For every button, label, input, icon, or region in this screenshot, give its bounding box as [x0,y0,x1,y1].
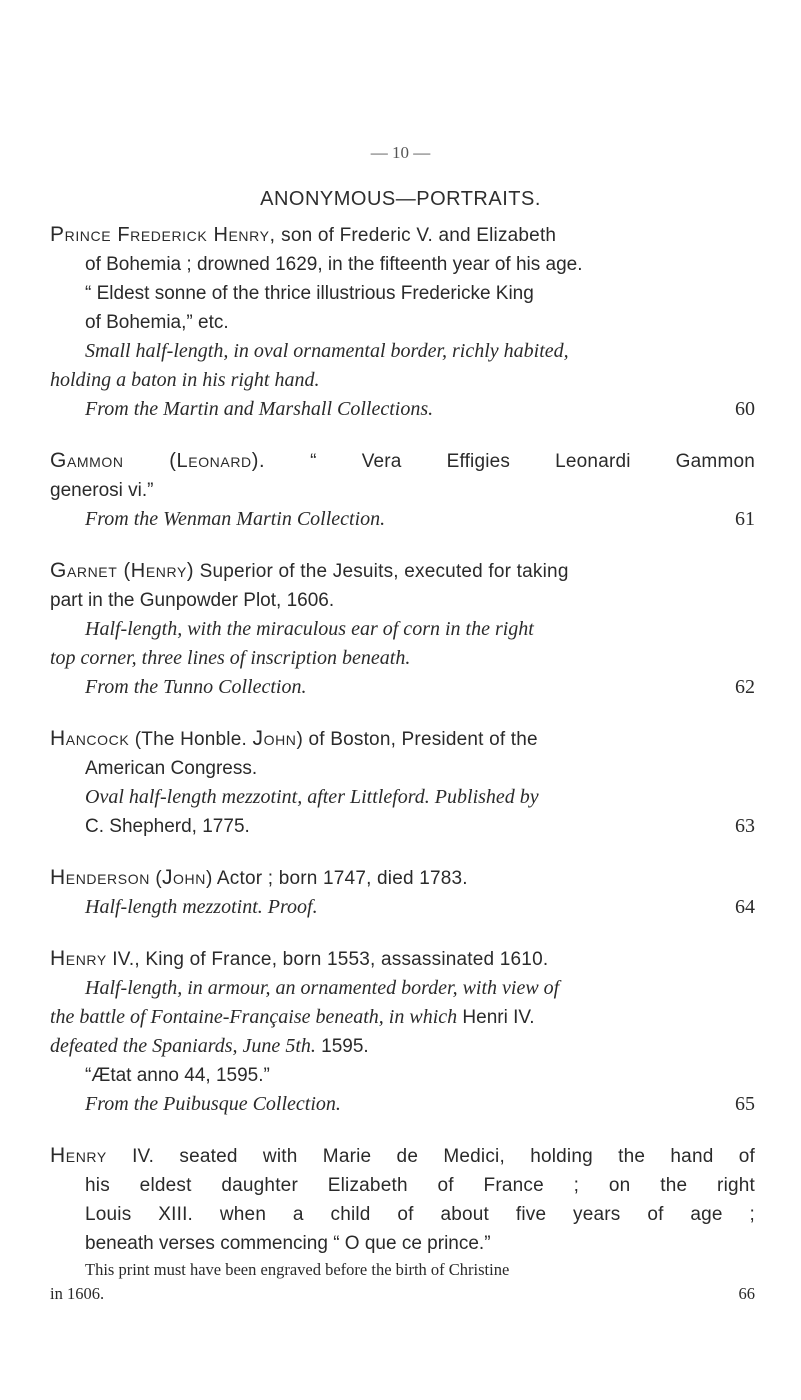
entry-name: Henderson [50,866,150,889]
entry-description: the battle of Fontaine-Française beneath, in which Henri IV. [50,1006,535,1028]
entry-text-line: “ Eldest sonne of the thrice illustrious Fredericke King [85,283,534,304]
catalogue-entry-66 [50,1141,755,1306]
entry-text-line: American Congress. [85,758,258,779]
entry-source: From the Wenman Martin Collection. [85,508,386,530]
entry-number: 66 [738,1284,755,1303]
entry-text-line: part in the Gunpowder Plot, 1606. [50,590,335,611]
entry-description: Half-length, with the miraculous ear of corn in the right [85,618,534,640]
entry-name: Prince Frederick Henry, [50,223,276,246]
entry-inscription: “Ætat anno 44, 1595.” [85,1065,270,1086]
entry-text-line: his eldest daughter Elizabeth of France ; on the right [85,1175,755,1196]
entry-heading [50,220,755,250]
entry-name: Henry [50,947,107,970]
entry-heading: Henderson (John) Actor ; born 1747, died 1783. [50,866,468,889]
entry-name: Garnet (Henry) [50,559,195,582]
entry-text-line: of Bohemia ; drowned 1629, in the fifteenth year of his age. [85,254,583,275]
entry-source-row [50,1090,755,1119]
section-title: ANONYMOUS—PORTRAITS. [260,188,541,210]
catalogue-entry-61 [50,446,755,534]
entry-source: From the Martin and Marshall Collections. [85,398,434,420]
entry-heading-text: Superior of the Jesuits, executed for taking [194,561,569,582]
entry-name: Henry [50,1144,107,1167]
entry-source-row [50,812,755,841]
entry-source-row [50,505,755,534]
entry-source-row [50,395,755,424]
catalogue-entries [50,220,755,1306]
entry-heading-text: son of Frederic V. and Elizabeth [275,225,557,246]
entry-description: Oval half-length mezzotint, after Littleford. Published by [85,786,539,808]
entry-name: Hancock [50,727,130,750]
entry-heading [50,944,755,974]
entry-source: From the Puibusque Collection. [85,1093,341,1115]
catalogue-entry-60 [50,220,755,424]
entry-heading [50,446,755,476]
entry-number: 63 [735,815,755,837]
entry-name-secondary: John [161,866,206,889]
catalogue-entry-64 [50,863,755,922]
entry-number: 64 [735,896,755,918]
entry-text-line: Louis XIII. when a child of about five years of age ; [85,1204,755,1225]
entry-text-line: of Bohemia,” etc. [85,312,229,333]
entry-description: top corner, three lines of inscription beneath. [50,647,411,669]
entry-heading: Hancock (The Honble. John) of Boston, President of the [50,727,538,750]
entry-description: holding a baton in his right hand. [50,369,320,391]
entry-name: Gammon (Leonard). [50,449,266,472]
entry-heading [50,556,755,586]
entry-source-row [50,893,755,922]
entry-description: Half-length mezzotint. Proof. [85,896,318,918]
entry-description: Small half-length, in oval ornamental border, richly habited, [85,340,569,362]
entry-heading-text: IV. seated with Marie de Medici, holding the hand of [106,1146,755,1167]
entry-publisher: C. Shepherd, 1775. [85,816,250,837]
catalogue-entry-62 [50,556,755,702]
entry-heading [50,1141,755,1171]
entry-name-secondary: John [252,727,297,750]
entry-number: 62 [735,676,755,698]
catalogue-entry-65 [50,944,755,1119]
entry-heading-text: ) Actor ; born 1747, died 1783. [205,868,468,889]
entry-heading-text: “ Vera Effigies Leonardi Gammon [310,451,755,472]
entry-source-row [50,673,755,702]
entry-note: This print must have been engraved before the birth of Christine [85,1260,510,1279]
page-number: — 10 — [370,143,431,162]
entry-description: Half-length, in armour, an ornamented border, with view of [85,977,560,999]
entry-text-line: beneath verses commencing “ O que ce prince.” [85,1233,491,1254]
entry-source: From the Tunno Collection. [85,676,307,698]
entry-text-line: generosi vi.” [50,480,154,501]
entry-heading-text: ) of Boston, President of the [296,729,538,750]
entry-heading-text: IV., King of France, born 1553, assassinated 1610. [106,949,549,970]
catalogue-entry-63 [50,724,755,841]
entry-number: 60 [735,398,755,420]
entry-description: defeated the Spaniards, June 5th. 1595. [50,1035,369,1057]
entry-number: 61 [735,508,755,530]
entry-note-row [50,1282,755,1306]
entry-number: 65 [735,1093,755,1115]
entry-note: in 1606. [50,1284,105,1303]
